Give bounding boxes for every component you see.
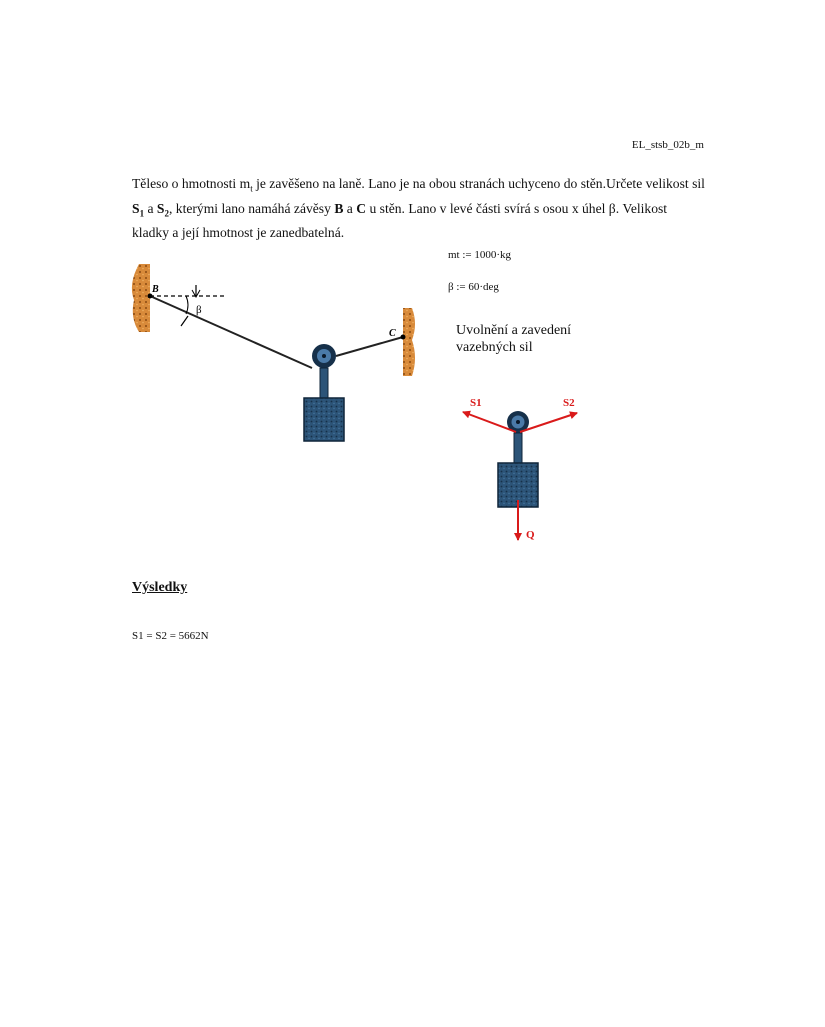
right-wall [403, 308, 415, 376]
label-beta: β [196, 304, 202, 316]
given-mass: mt := 1000·kg [448, 249, 512, 261]
anchor-c [401, 335, 406, 340]
fbd-hanger [514, 433, 522, 463]
rope-system-figure [132, 264, 415, 441]
rope-left [150, 296, 312, 368]
given-angle: β := 60·deg [448, 281, 499, 293]
rope-right [336, 337, 403, 356]
label-b: B [152, 284, 159, 295]
task-statement: Těleso o hmotnosti $m_t$ je zavěšeno na laně. Lano je na obou stranách uchyceno do stěn.Určete velikost sil $S_1$ a $S_2$, kterými lano namáhá závěsy B a C u stěn. Lano v levé části svírá s osou x úhel β. Velikost kladky a její hmotnost je zanedbatelná. [132, 176, 705, 241]
free-body-diagram [463, 397, 577, 541]
angle-arrow-bottom [181, 316, 188, 326]
results-heading: Výsledky [132, 580, 188, 595]
document-code: EL_stsb_02b_m [631, 139, 704, 151]
label-c: C [389, 328, 396, 339]
label-s1: S1 [470, 397, 482, 409]
left-wall [132, 264, 150, 332]
pulley-hanger [320, 368, 328, 398]
results-value: S1 = S2 = 5662N [132, 630, 209, 642]
fbd-title: Uvolnění a zavedení vazebných sil [456, 323, 572, 355]
label-s2: S2 [563, 397, 575, 409]
label-q: Q [526, 529, 535, 541]
force-s2-symbol: $S_2$ [156, 200, 169, 219]
force-s1-symbol: $S_1$ [132, 200, 145, 219]
hanging-weight [304, 398, 344, 441]
